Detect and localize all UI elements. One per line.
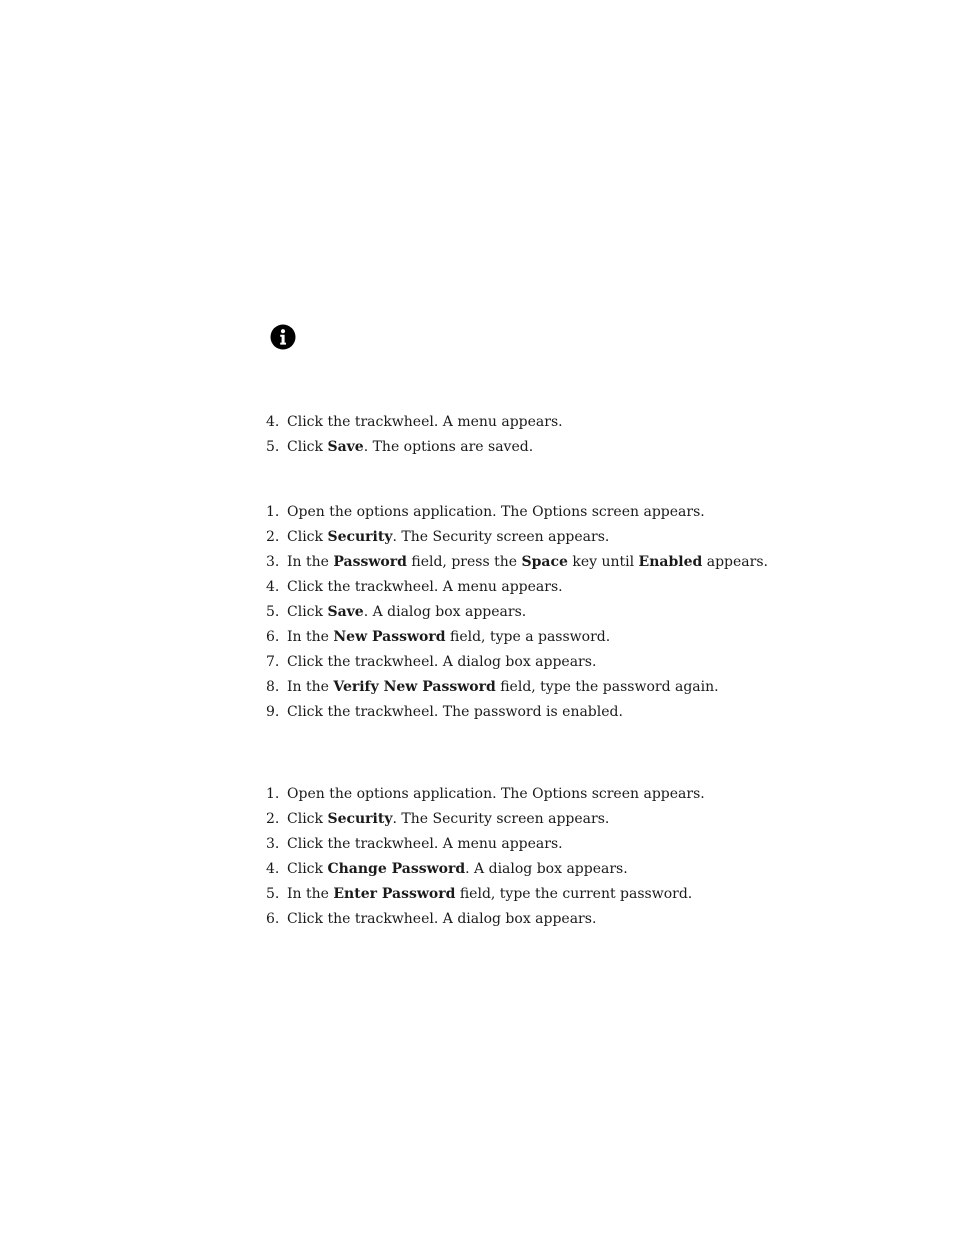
step-text-run: key until: [567, 554, 639, 570]
list-item: [264, 911, 705, 928]
step-number: 7.: [266, 654, 280, 670]
step-text-run: Click the trackwheel. A menu appears.: [287, 579, 563, 595]
step-text-run: . A dialog box appears.: [363, 604, 527, 620]
step-text: [287, 439, 533, 455]
step-number: 1.: [266, 504, 280, 520]
step-text-run: Open the options application. The Options screen appears.: [287, 504, 705, 520]
step-number: 8.: [266, 679, 280, 695]
step-number: 9.: [266, 704, 280, 720]
step-text-run: In the: [287, 886, 334, 902]
info-icon: [270, 324, 296, 350]
step-text: [287, 654, 596, 670]
step-text-run: Click the trackwheel. A menu appears.: [287, 414, 563, 430]
ui-term: Enter Password: [333, 886, 456, 902]
step-number: 3.: [266, 554, 280, 570]
list-item: [264, 629, 768, 646]
step-number: 2.: [266, 811, 280, 827]
step-number: 5.: [266, 439, 280, 455]
step-text: [287, 414, 563, 430]
step-number: 4.: [266, 579, 280, 595]
step-text: [287, 679, 719, 695]
ui-term: Security: [327, 811, 393, 827]
steps-list-save-options: [264, 414, 563, 464]
ui-term: Change Password: [327, 861, 466, 877]
list-item: [264, 679, 768, 696]
step-number: 5.: [266, 886, 280, 902]
step-text: [287, 604, 526, 620]
step-number: 4.: [266, 414, 280, 430]
step-text-run: . The Security screen appears.: [392, 811, 610, 827]
step-text: [287, 554, 768, 570]
ui-term: Space: [521, 554, 568, 570]
step-text-run: Click the trackwheel. The password is enabled.: [287, 704, 623, 720]
step-text: [287, 886, 692, 902]
list-item: [264, 529, 768, 546]
step-number: 5.: [266, 604, 280, 620]
step-number: 1.: [266, 786, 280, 802]
list-item: [264, 836, 705, 853]
step-text: [287, 836, 563, 852]
step-number: 4.: [266, 861, 280, 877]
ui-term: Password: [333, 554, 407, 570]
steps-list-enable-password: [264, 504, 768, 729]
step-text-run: field, type the current password.: [455, 886, 693, 902]
step-text-run: In the: [287, 554, 334, 570]
ui-term: New Password: [333, 629, 446, 645]
step-text: [287, 504, 705, 520]
step-text: [287, 704, 623, 720]
ui-term: Save: [327, 439, 364, 455]
step-text: [287, 529, 609, 545]
step-text: [287, 786, 705, 802]
step-text-run: Click the trackwheel. A dialog box appears.: [287, 911, 597, 927]
step-text-run: Click the trackwheel. A dialog box appears.: [287, 654, 597, 670]
step-text-run: Open the options application. The Options screen appears.: [287, 786, 705, 802]
list-item: [264, 554, 768, 571]
list-item: [264, 861, 705, 878]
step-text-run: field, type the password again.: [495, 679, 719, 695]
step-number: 2.: [266, 529, 280, 545]
ui-term: Save: [327, 604, 364, 620]
list-item: [264, 786, 705, 803]
steps-list-change-password: [264, 786, 705, 936]
step-text: [287, 579, 563, 595]
step-text-run: appears.: [702, 554, 768, 570]
list-item: [264, 654, 768, 671]
step-text-run: In the: [287, 679, 334, 695]
list-item: [264, 811, 705, 828]
step-text: [287, 861, 628, 877]
step-text-run: . A dialog box appears.: [465, 861, 628, 877]
step-text-run: . The Security screen appears.: [392, 529, 610, 545]
ui-term: Security: [327, 529, 393, 545]
step-text-run: Click: [287, 439, 328, 455]
list-item: [264, 414, 563, 431]
ui-term: Enabled: [638, 554, 703, 570]
step-number: 6.: [266, 911, 280, 927]
step-text-run: Click: [287, 604, 328, 620]
list-item: [264, 504, 768, 521]
step-text-run: Click: [287, 861, 328, 877]
step-text-run: . The options are saved.: [363, 439, 534, 455]
step-text-run: Click: [287, 529, 328, 545]
step-text: [287, 629, 610, 645]
step-text-run: field, type a password.: [445, 629, 611, 645]
step-text-run: field, press the: [406, 554, 522, 570]
list-item: [264, 604, 768, 621]
list-item: [264, 579, 768, 596]
step-text-run: In the: [287, 629, 334, 645]
ui-term: Verify New Password: [333, 679, 496, 695]
step-text: [287, 811, 609, 827]
step-text-run: Click: [287, 811, 328, 827]
step-text: [287, 911, 596, 927]
list-item: [264, 886, 705, 903]
list-item: [264, 704, 768, 721]
step-number: 6.: [266, 629, 280, 645]
step-number: 3.: [266, 836, 280, 852]
step-text-run: Click the trackwheel. A menu appears.: [287, 836, 563, 852]
list-item: [264, 439, 563, 456]
